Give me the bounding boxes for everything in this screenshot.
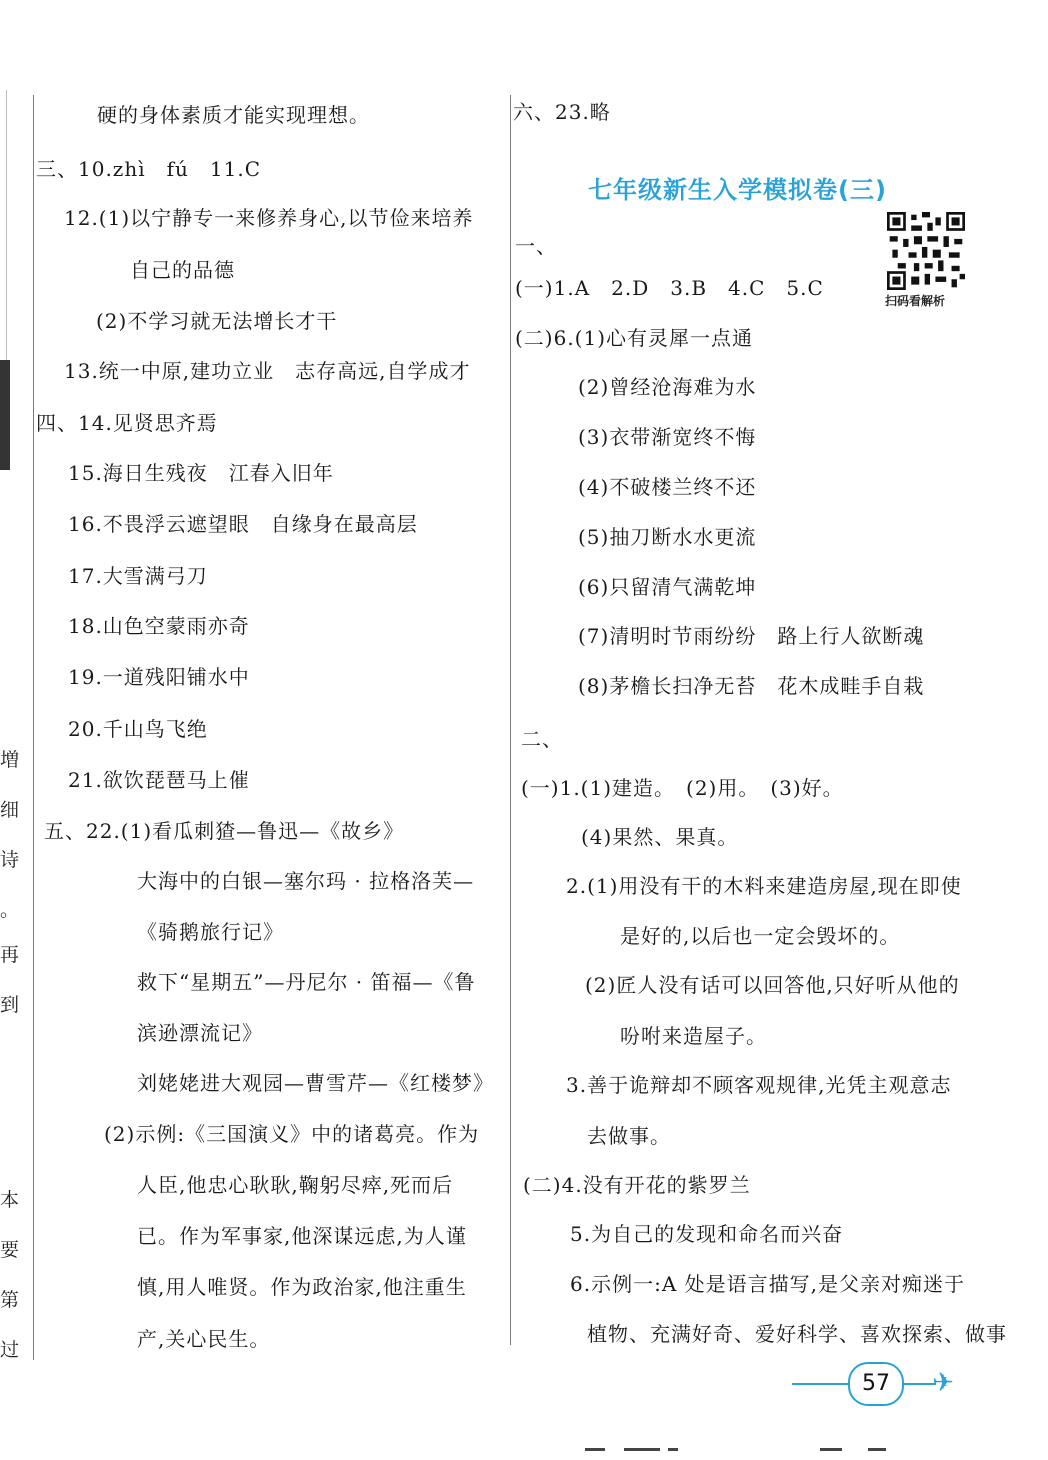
page-number-line-left [792,1383,848,1385]
answer-line: 19.一道残阳铺水中 [68,665,250,689]
answer-line: 17.大雪满弓刀 [68,564,208,588]
answer-line: (二)4.没有开花的紫罗兰 [523,1173,751,1197]
qr-code-icon[interactable] [887,212,965,290]
answer-line: 6.示例一:A 处是语言描写,是父亲对痴迷于 [570,1272,965,1296]
edge-fragment: 増 [0,749,20,771]
answer-line: (2)不学习就无法增长才干 [96,309,338,333]
answer-line: 滨逊漂流记》 [137,1021,263,1045]
answer-line: 产,关心民生。 [137,1327,271,1351]
answer-line: (4)果然、果真。 [581,825,739,849]
edge-fragment: 本 [0,1189,20,1211]
answer-line: 吩咐来造屋子。 [620,1024,767,1048]
answer-line: 植物、充满好奇、爱好科学、喜欢探索、做事 [587,1322,1007,1346]
answer-line: (7)清明时节雨纷纷 路上行人欲断魂 [578,624,925,648]
bleed-mark [820,1448,842,1451]
answer-line: (一)1.A 2.D 3.B 4.C 5.C [515,276,824,300]
answer-line: (8)茅檐长扫净无苔 花木成畦手自栽 [578,674,925,698]
section-heading: 四、14.见贤思齐焉 [36,411,218,435]
edge-fragment: 过 [0,1339,20,1361]
answer-line: (2)曾经沧海难为水 [578,375,757,399]
answer-line: 18.山色空蒙雨亦奇 [68,614,250,638]
answer-line: 20.千山鸟飞绝 [68,717,208,741]
answer-line: 硬的身体素质才能实现理想。 [97,103,370,127]
answer-line: 3.善于诡辩却不顾客观规律,光凭主观意志 [566,1073,952,1097]
bleed-mark [585,1448,605,1451]
answer-line: 人臣,他忠心耿耿,鞠躬尽瘁,死而后 [137,1173,454,1197]
answer-line: 13.统一中原,建功立业 志存高远,自学成才 [64,359,471,383]
facing-page-edge [0,90,30,1360]
answer-line: (6)只留清气满乾坤 [578,575,757,599]
page-number-line-right [902,1383,936,1385]
answer-line: (一)1.(1)建造。 (2)用。 (3)好。 [521,776,844,800]
answer-line: 慎,用人唯贤。作为政治家,他注重生 [137,1275,467,1299]
edge-fragment: 第 [0,1289,20,1311]
answer-line: (二)6.(1)心有灵犀一点通 [515,326,754,350]
section-heading: 二、 [521,727,563,751]
answer-line: 2.(1)用没有干的木料来建造房屋,现在即使 [566,874,962,898]
bleed-mark [868,1448,886,1451]
answer-line: 12.(1)以宁静专一来修养身心,以节俭来培养 [64,206,474,230]
answer-line: 21.欲饮琵琶马上催 [68,768,250,792]
answer-line: (2)示例:《三国演义》中的诸葛亮。作为 [104,1122,480,1146]
edge-fragment: 到 [0,994,20,1016]
answer-line: 自己的品德 [130,258,235,282]
answer-line: (4)不破楼兰终不还 [578,475,757,499]
answer-line: 已。作为军事家,他深谋远虑,为人谨 [137,1224,467,1248]
qr-label: 扫码看解析 [885,294,946,308]
bleed-mark [668,1448,678,1451]
answer-line: 《骑鹅旅行记》 [137,920,284,944]
section-heading: 三、10.zhì fú 11.C [36,157,262,181]
section-heading: 六、23.略 [513,100,611,124]
bleed-mark [624,1448,660,1451]
answer-line: 去做事。 [587,1124,671,1148]
edge-fragment: 诗 [0,849,20,871]
answer-line: (3)衣带渐宽终不悔 [578,425,757,449]
answer-line: 15.海日生残夜 江春入旧年 [68,461,334,485]
edge-fragment: 细 [0,799,20,821]
section-heading: 五、22.(1)看瓜刺猹—鲁迅—《故乡》 [44,819,405,843]
edge-fragment: 要 [0,1239,20,1261]
answer-line: 救下“星期五”—丹尼尔 · 笛福—《鲁 [137,970,476,994]
airplane-icon: ✈ [932,1368,954,1398]
column-divider [510,95,511,1345]
page-number: 57 [848,1362,904,1406]
answer-line: 5.为自己的发现和命名而兴奋 [570,1222,844,1246]
exam-section-title: 七年级新生入学模拟卷(三) [588,176,887,204]
edge-fragment: 再 [0,944,20,966]
left-margin-rule [33,95,34,1360]
edge-dark-block [0,360,10,470]
section-heading: 一、 [515,234,557,258]
answer-line: 16.不畏浮云遮望眼 自缘身在最高层 [68,512,418,536]
answer-line: 是好的,以后也一定会毁坏的。 [620,924,901,948]
edge-fragment: 。 [0,899,20,921]
answer-line: 刘姥姥进大观园—曹雪芹—《红楼梦》 [137,1071,494,1095]
answer-line: (2)匠人没有话可以回答他,只好听从他的 [585,973,960,997]
answer-line: (5)抽刀断水水更流 [578,525,757,549]
answer-line: 大海中的白银—塞尔玛 · 拉格洛芙— [137,869,475,893]
